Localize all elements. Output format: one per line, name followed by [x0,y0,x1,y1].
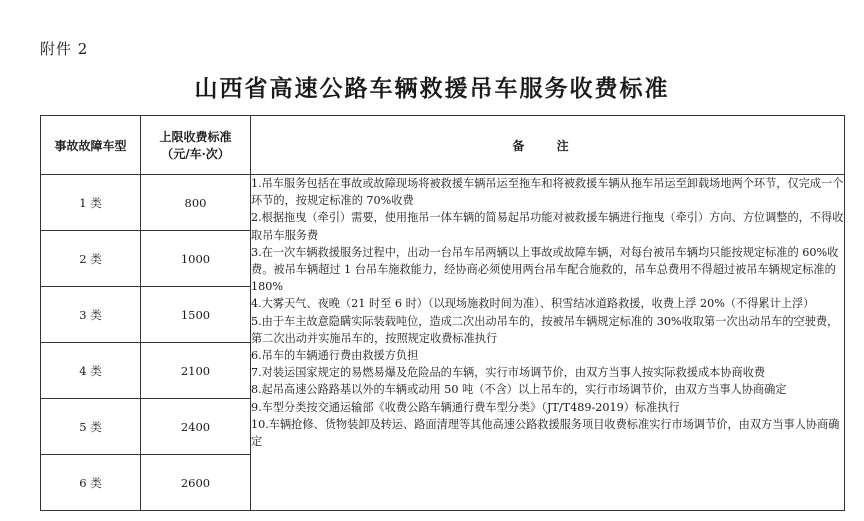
note-item: 4.大雾天气、夜晚（21 时至 6 时）（以现场施救时间为准）、积雪结冰道路救援，收费上浮 20%（不得累计上浮） [251,297,815,311]
table-row [41,175,845,231]
attachment-label: 附件 2 [40,40,89,58]
header-price-line2: （元/车·次） [161,147,230,161]
vehicle-category: 1 类 [41,175,141,231]
document-title: 山西省高速公路车辆救援吊车服务收费标准 [194,75,670,102]
fee-table [40,115,845,511]
price-cell: 1500 [141,287,251,343]
header-price-line1: 上限收费标准 [159,130,232,144]
vehicle-category: 5 类 [41,399,141,455]
header-vehicle-type: 事故故障车型 [41,116,141,175]
price-cell: 1000 [141,231,251,287]
price-cell: 2100 [141,343,251,399]
note-item: 3.在一次车辆救援服务过程中，出动一台吊车吊两辆以上事故或故障车辆，对每台被吊车辆均只能按规定标准的 60%收费。被吊车辆超过 1 台吊车施救能力，经协商必须使用两台吊车配合施救的，吊车总费用不得超过被吊车辆规定标准的 180% [251,245,839,294]
notes-cell [251,175,845,511]
header-notes [251,116,845,175]
header-notes-label: 备 注 [512,138,583,153]
vehicle-category: 3 类 [41,287,141,343]
vehicle-category: 6 类 [41,455,141,511]
note-item: 8.起吊高速公路路基以外的车辆或动用 50 吨（不含）以上吊车的，实行市场调节价，由双方当事人协商确定 [251,383,787,397]
vehicle-category: 2 类 [41,231,141,287]
price-cell: 2400 [141,399,251,455]
note-item: 9.车型分类按交通运输部《收费公路车辆通行费车型分类》（JT/T489-2019）标准执行 [251,400,680,414]
note-item: 1.吊车服务包括在事故或故障现场将被救援车辆吊运至拖车和将被救援车辆从拖车吊运至卸载场地两个环节，仅完成一个环节的，按规定标准的 70%收费 [251,177,844,208]
note-item: 2.根据拖曳（牵引）需要，使用拖吊一体车辆的简易起吊功能对被救援车辆进行拖曳（牵引）方向、方位调整的，不得收取吊车服务费 [251,211,844,242]
price-cell: 2600 [141,455,251,511]
price-cell: 800 [141,175,251,231]
header-price-limit [141,116,251,175]
vehicle-category: 4 类 [41,343,141,399]
header-row [41,116,845,175]
note-item: 5.由于车主故意隐瞒实际装载吨位，造成二次出动吊车的，按被吊车辆规定标准的 30%收取第一次出动吊车的空驶费，第二次出动并实施吊车的，按照规定收费标准执行 [251,314,839,345]
note-item: 6.吊车的车辆通行费由救援方负担 [251,349,419,363]
note-item: 7.对装运国家规定的易燃易爆及危险品的车辆，实行市场调节价，由双方当事人按实际救援成本协商收费 [251,366,766,380]
note-item: 10.车辆抢修、货物装卸及转运、路面清理等其他高速公路救援服务项目收费标准实行市场调节价，由双方当事人协商确定 [251,417,840,449]
